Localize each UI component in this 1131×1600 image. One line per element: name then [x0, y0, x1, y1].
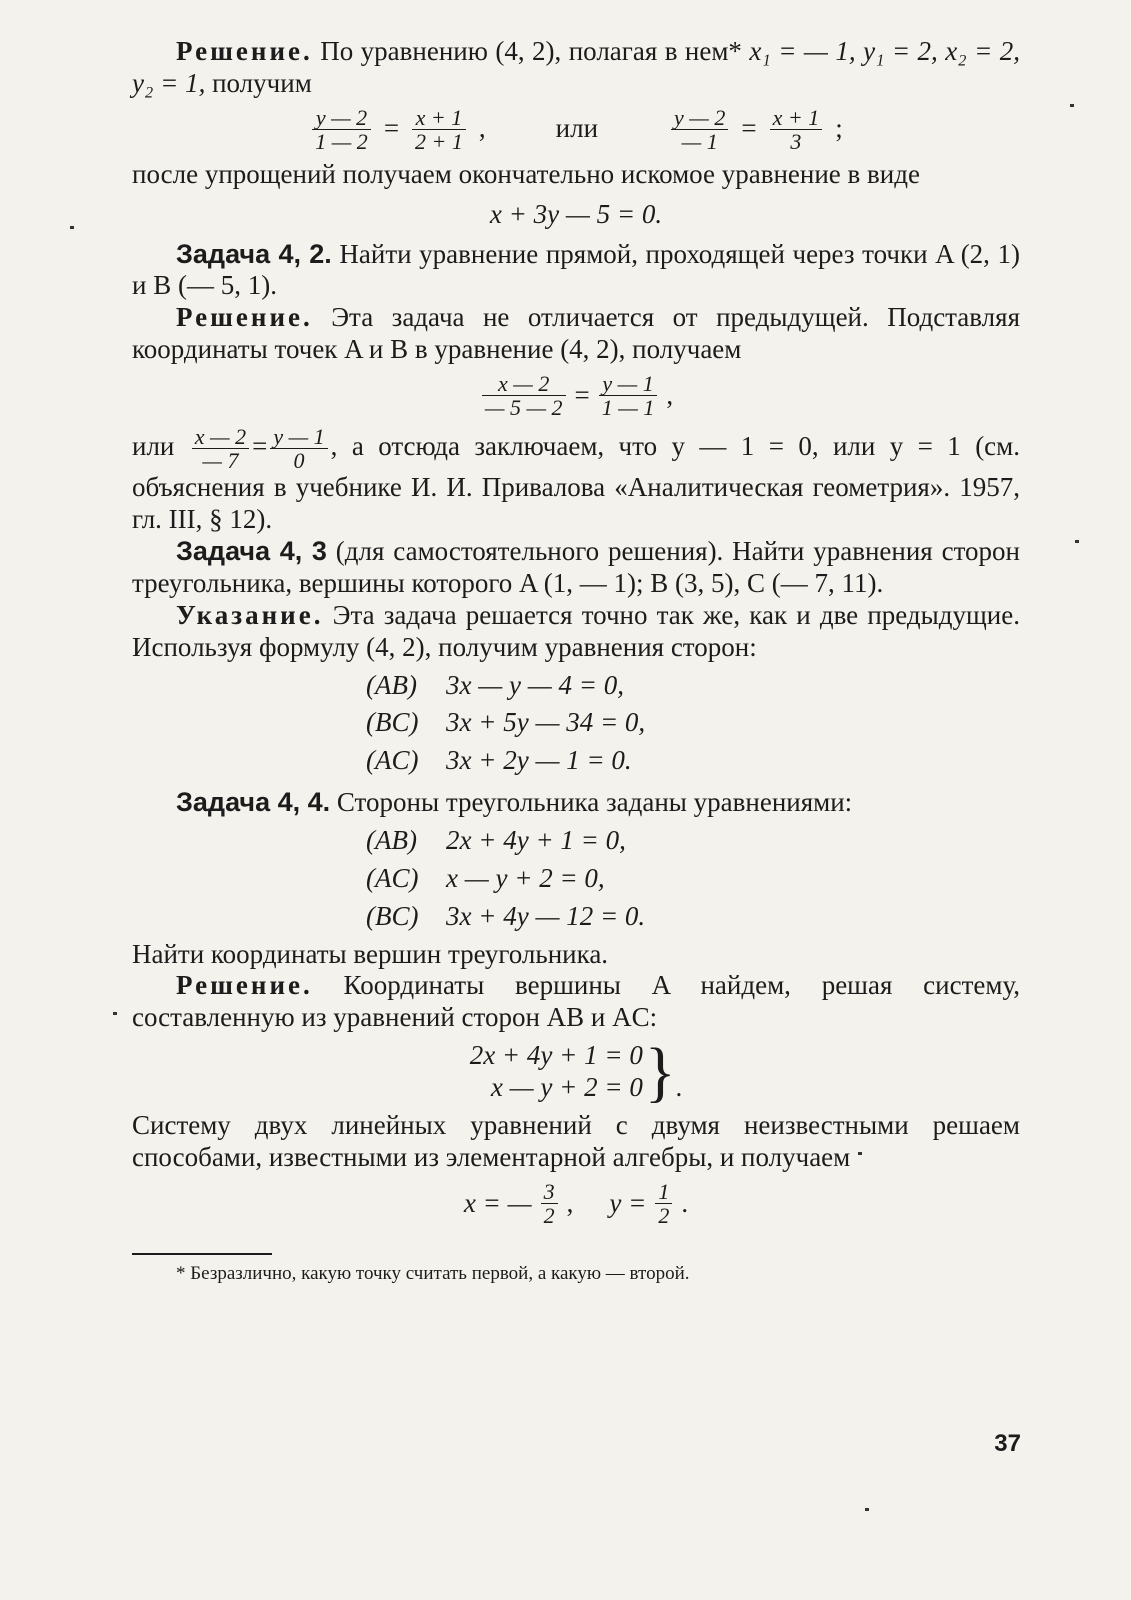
fraction	[192, 425, 249, 472]
side-label: (AC)	[366, 862, 419, 893]
scan-speck	[1070, 104, 1074, 107]
solution-4-4	[132, 970, 1020, 1034]
equals-sign: =	[574, 379, 590, 410]
side-equation: 2x + 4y + 1 = 0,	[446, 825, 626, 856]
equation-line	[366, 863, 786, 895]
side-equation: 3x — y — 4 = 0,	[446, 669, 624, 700]
solution-label: Решение.	[176, 36, 313, 66]
equation-system	[132, 1034, 1020, 1109]
fraction-numerator: y — 1	[599, 372, 658, 396]
separator: ,	[566, 1187, 574, 1218]
fraction-numerator: y — 2	[671, 106, 728, 130]
hint-label: Указание.	[176, 599, 324, 630]
equation-1	[132, 106, 1020, 153]
result-end: .	[681, 1187, 689, 1218]
fraction-denominator: — 7	[202, 448, 239, 474]
fraction-numerator: x — 2	[192, 425, 249, 449]
equation-line	[366, 745, 786, 777]
side-label: (AB)	[366, 825, 417, 856]
result-equation	[132, 1180, 1020, 1227]
semicolon: ;	[835, 113, 843, 144]
task-label: Задача 4, 4.	[176, 787, 331, 818]
task-4-2	[132, 239, 1020, 303]
comma: ,	[478, 113, 486, 144]
fraction-numerator: 3	[541, 1180, 558, 1204]
task-4-3	[132, 536, 1020, 600]
fraction-denominator: 2	[543, 1203, 555, 1228]
paragraph-text: По уравнению (4, 2), полагая в нем*	[320, 36, 742, 66]
fraction	[312, 106, 371, 153]
solution-label: Решение.	[176, 970, 313, 1001]
side-equation: 3x + 5y — 34 = 0,	[446, 707, 646, 738]
equations-4-3	[366, 670, 786, 778]
system-lines	[470, 1040, 643, 1104]
x-lhs: x = —	[463, 1187, 532, 1218]
system-line-1: 2x + 4y + 1 = 0	[469, 1040, 643, 1071]
fraction-numerator: x + 1	[770, 106, 823, 130]
fraction-numerator: y — 2	[312, 106, 371, 130]
equation-2: x + 3y — 5 = 0.	[489, 198, 663, 229]
hint-4-3	[132, 600, 1020, 664]
scan-speck	[858, 1152, 862, 1155]
hint-text: Эта задача решается точно так же, как и две предыдущие. Используя формулу (4, 2), получим уравнения сторон:	[132, 599, 1020, 662]
fraction-numerator: 1	[655, 1180, 672, 1204]
side-label: (AB)	[366, 669, 417, 700]
equation-line	[366, 707, 786, 739]
paragraph-3: или $\frac{x — 2}{— 7}$ = $\frac{y — 1}{0}$ , а отсюда заключаем, что y — 1 = 0, или y = 1 (см. объяснения в учебнике И. И. Привалова «Аналитическая геометрия». 1957, гл. III, § 12).	[132, 424, 1021, 535]
inline-math: x₁ = — 1,	[749, 36, 856, 66]
equals-sign: =	[383, 113, 400, 144]
task-label: Задача 4, 3	[176, 536, 327, 567]
side-label: (AC)	[366, 745, 419, 776]
scan-speck	[1075, 540, 1079, 543]
fraction-denominator: 1 — 2	[315, 128, 368, 154]
fraction	[655, 1180, 672, 1227]
fraction-denominator: — 5 — 2	[484, 395, 563, 421]
side-label: (BC)	[366, 707, 419, 738]
paragraph-solution-1	[132, 36, 1020, 100]
inline-math: y₁ = 2, x₂ = 2, y₂ = 1,	[132, 36, 1021, 98]
task-4-4	[132, 787, 1020, 819]
or-word: или	[555, 113, 599, 144]
footnote-rule	[132, 1253, 272, 1255]
fraction-numerator: x — 2	[482, 372, 566, 396]
fraction	[671, 106, 728, 153]
side-label: (BC)	[366, 900, 419, 931]
paragraph-text: , а отсюда заключаем, что y — 1 = 0, или y = 1 (см. объяснения в учебнике И. И. Привалова «Аналитическая геометрия». 1957, гл. III, § 12).	[132, 431, 1021, 535]
paragraph-4: Найти координаты вершин треугольника.	[132, 938, 609, 969]
equation-line	[366, 901, 786, 933]
scan-speck	[865, 1508, 869, 1511]
equals-sign: =	[741, 113, 757, 144]
solution-label: Решение.	[176, 302, 313, 333]
task-text: Стороны треугольника заданы уравнениями:	[336, 787, 853, 818]
system-end: .	[675, 1072, 683, 1103]
solution-text: Эта задача не отличается от предыдущей. Подставляя координаты точек A и B в уравнение (4, 2), получаем	[132, 302, 1020, 365]
fraction-denominator: 2	[658, 1203, 670, 1228]
solution-4-2	[132, 302, 1020, 366]
footnote: * Безразлично, какую точку считать первой, а какую — второй.	[176, 1263, 690, 1285]
fraction-numerator: x + 1	[412, 106, 466, 130]
fraction	[482, 372, 566, 419]
paragraph-text: получим	[212, 67, 312, 98]
equation-line	[366, 670, 786, 702]
side-equation: 3x + 2y — 1 = 0.	[446, 745, 632, 776]
fraction	[270, 425, 327, 472]
fraction-denominator: 0	[293, 448, 305, 474]
page-number: 37	[994, 1430, 1021, 1457]
y-lhs: y =	[609, 1187, 647, 1218]
paragraph-5: Систему двух линейных уравнений с двумя неизвестными решаем способами, известными из элементарной алгебры, и получаем	[132, 1110, 1020, 1173]
scan-speck	[70, 226, 74, 229]
equation-line	[366, 825, 786, 857]
or-word: или	[132, 431, 175, 462]
equations-4-4	[366, 825, 786, 933]
equation-3	[132, 372, 1020, 419]
fraction	[599, 372, 658, 419]
fraction-denominator: — 1	[681, 128, 718, 154]
fraction-denominator: 3	[790, 128, 802, 154]
solution-text: Координаты вершины A найдем, решая систему, составленную из уравнений сторон AB и AC:	[132, 970, 1020, 1033]
scan-speck	[113, 1012, 117, 1015]
comma: ,	[666, 379, 674, 410]
paragraph-2: после упрощений получаем окончательно искомое уравнение в виде	[132, 158, 920, 189]
system-line-2: x — y + 2 = 0	[490, 1072, 643, 1103]
fraction-denominator: 1 — 1	[601, 395, 655, 421]
fraction-numerator: y — 1	[270, 425, 327, 449]
fraction	[541, 1180, 558, 1227]
page-body	[132, 36, 1020, 1286]
side-equation: x — y + 2 = 0,	[446, 862, 605, 893]
task-text: (для самостоятельного решения). Найти уравнения сторон треугольника, вершины которого A (1, — 1); B (3, 5), C (— 7, 11).	[132, 536, 1020, 599]
fraction-denominator: 2 + 1	[415, 128, 463, 154]
task-text: Найти уравнение прямой, проходящей через точки A (2, 1) и B (— 5, 1).	[132, 238, 1021, 301]
side-equation: 3x + 4y — 12 = 0.	[446, 900, 646, 931]
fraction	[412, 106, 466, 153]
fraction	[770, 106, 823, 153]
right-brace: }	[644, 1034, 676, 1109]
task-label: Задача 4, 2.	[176, 238, 332, 269]
